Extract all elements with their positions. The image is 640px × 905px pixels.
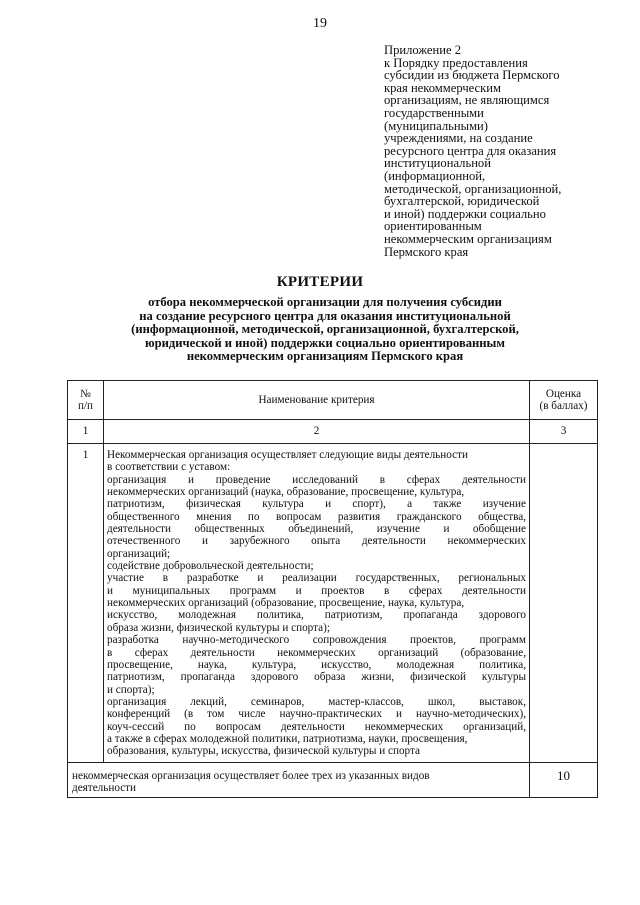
table-row (68, 444, 598, 763)
appendix-line: бухгалтерской, юридической (384, 194, 540, 209)
header-number-line2: п/п (77, 400, 94, 412)
criterion-line: конференций (в том числе научно-практических и научно-методических), (107, 708, 526, 721)
criterion-line: патриотизм, физическая культура и спорт), а также изучение (107, 498, 526, 511)
sub-criterion-line: деятельности (72, 781, 137, 794)
column-index-row (68, 420, 598, 444)
header-criterion-name: Наименование критерия (104, 381, 530, 420)
header-score (530, 381, 598, 420)
appendix-line: государственными (384, 105, 484, 120)
appendix-line: (муниципальными) (384, 118, 488, 133)
criterion-line: и муниципальных программ и проектов в сферах деятельности (107, 584, 526, 597)
appendix-line: методической, организационной, (384, 181, 562, 196)
appendix-line: к Порядку предоставления (384, 55, 528, 70)
appendix-line: края некоммерческим (384, 80, 501, 95)
appendix-line: Приложение 2 (384, 43, 462, 57)
criterion-line: отечественного и зарубежного опыта деятельности некоммерческих (107, 535, 526, 548)
appendix-line: ресурсного центра для оказания (384, 143, 557, 158)
document-title: КРИТЕРИИ (276, 274, 364, 290)
criterion-line: деятельности общественных объединений, изучение и обобщение (107, 523, 526, 536)
criterion-line: патриотизм, пропаганда здорового образа жизни, физической культуры (107, 671, 526, 684)
appendix-line: (информационной, (384, 168, 486, 183)
appendix-line: организациям, не являющимся (384, 93, 550, 108)
criterion-score (530, 444, 598, 763)
appendix-line: субсидии из бюджета Пермского (384, 68, 560, 83)
sub-criterion-line: некоммерческая организация осуществляет более трех из указанных видов (72, 769, 430, 782)
criterion-line: организация лекций, семинаров, мастер-классов, школ, выставок, (107, 695, 526, 708)
criterion-line: разработка научно-методического сопровождения проектов, программ (107, 634, 526, 647)
subtitle-line: на создание ресурсного центра для оказания институциональной (139, 308, 511, 323)
appendix-line: ориентированным (384, 219, 482, 234)
criterion-line: содействие добровольческой деятельности; (107, 560, 314, 573)
subtitle-line: отбора некоммерческой организации для получения субсидии (148, 295, 502, 309)
criterion-line: коуч-сессий по вопросам деятельности некоммерческих организаций, (107, 720, 526, 733)
criterion-line: некоммерческих организаций (образование, просвещение, наука, культура, (107, 597, 465, 610)
header-number (68, 381, 104, 420)
document-subtitle (90, 296, 560, 364)
column-index-1: 1 (68, 420, 104, 444)
sub-criterion-score: 10 (530, 762, 598, 798)
criterion-line: образования, культуры, искусства, физической культуры и спорта (107, 745, 420, 758)
appendix-line: учреждениями, на создание (384, 131, 533, 146)
appendix-note (384, 44, 614, 258)
appendix-line: институциональной (384, 156, 491, 171)
criterion-line: общественного мнения по вопросам развития гражданского общества, (107, 510, 526, 523)
table-header-row (68, 381, 598, 420)
criterion-line: в соответствии с уставом: (107, 461, 231, 474)
criterion-line: и спорта); (107, 683, 155, 696)
header-number-line1: № (80, 387, 91, 400)
criterion-line: Некоммерческая организация осуществляет следующие виды деятельности (107, 449, 468, 461)
criterion-line: организаций; (107, 547, 171, 560)
criterion-line: а также в сферах молодежной политики, патриотизма, науки, просвещения, (107, 732, 468, 745)
column-index-3: 3 (530, 420, 598, 444)
column-index-2: 2 (104, 420, 530, 444)
sub-criterion-text (68, 762, 530, 798)
criterion-line: искусство, молодежная политика, патриотизм, пропаганда здорового (107, 609, 526, 622)
header-score-line2: (в баллах) (539, 400, 588, 412)
criterion-line: организация и проведение исследований в сферах деятельности (107, 473, 526, 486)
row-number: 1 (68, 444, 104, 763)
appendix-line: Пермского края (384, 244, 469, 259)
appendix-line: некоммерческим организациям (384, 231, 552, 246)
table-row (68, 762, 598, 798)
subtitle-line: некоммерческим организациям Пермского края (186, 349, 464, 364)
subtitle-line: юридической и иной) поддержки социально ориентированным (145, 335, 505, 350)
criterion-text (104, 444, 530, 763)
page-number: 19 (313, 16, 327, 31)
criteria-table (67, 380, 598, 798)
criterion-line: просвещение, наука, культура, искусство, молодежная политика, (107, 658, 526, 671)
criterion-line: в сферах деятельности некоммерческих организаций (образование, (107, 646, 526, 659)
criterion-line: участие в разработке и реализации государственных, региональных (107, 572, 526, 585)
subtitle-line: (информационной, методической, организационной, бухгалтерской, (131, 322, 519, 337)
criterion-line: образа жизни, физической культуры и спорта); (107, 621, 330, 634)
header-score-line1: Оценка (545, 387, 582, 400)
appendix-line: и иной) поддержки социально (384, 206, 546, 221)
criterion-line: некоммерческих организаций (наука, образование, просвещение, культура, (107, 486, 465, 499)
